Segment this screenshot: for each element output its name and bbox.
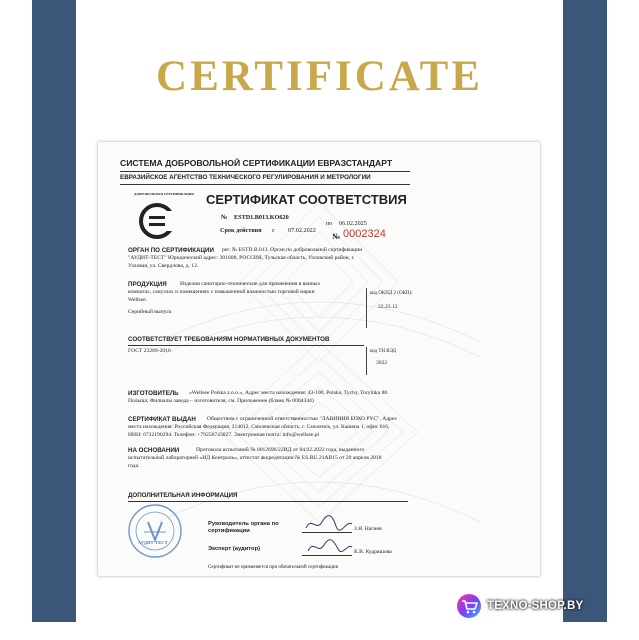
- tnved-label: код ТН ВЭД: [370, 349, 396, 354]
- signature-line: [302, 555, 352, 556]
- okpd-value: 22.23.12: [378, 304, 398, 310]
- expert-signature-icon: [304, 537, 354, 557]
- expert-name: К.В. Кудряшова: [354, 549, 392, 555]
- head-sign-label: Руководитель органа по сертификации: [208, 521, 279, 534]
- right-frame-bar: [563, 0, 607, 622]
- basis-line-1: Протокола испытаний № 0012696/22ИД от 04.02.2022 года, выданного: [196, 447, 365, 453]
- number-label: №: [221, 214, 228, 221]
- product-label: ПРОДУКЦИЯ: [128, 281, 167, 288]
- issued-line-1: Обществом с ограниченной ответственностью "ЛАВИНИЯ БОХО РУС", Адрес: [207, 416, 398, 422]
- cart-icon: [456, 593, 482, 619]
- maker-line-2: Польша; Филиалы завода – изготовителя, см. Приложение (бланк № 0004344): [128, 398, 314, 404]
- product-line-1: Изделия санитарно-технические для применения в ванных: [180, 281, 321, 287]
- product-line-2: комнатах, санузлах и помещениях с повышенной влажностью торговой марки: [128, 289, 315, 295]
- issued-line-3: ИНН: 6732190294. Телефон: +79256743827. Электронная почта: info@wellsee.pl: [128, 432, 320, 438]
- extra-info-label: ДОПОЛНИТЕЛЬНАЯ ИНФОРМАЦИЯ: [128, 492, 238, 499]
- body-label: ОРГАН ПО СЕРТИФИКАЦИИ: [128, 247, 214, 254]
- divider: [120, 184, 410, 185]
- divider: [120, 171, 410, 172]
- maker-label: ИЗГОТОВИТЕЛЬ: [128, 390, 179, 397]
- serial-release: Серийный выпуск: [128, 309, 172, 315]
- stamp-text: АУДИТ-ТЕСТ: [138, 540, 168, 545]
- body-line-2: "АУДИТ-ТЕСТ" Юридический адрес: 301608, РОССИЯ, Тульская область, Узловский район, г.: [128, 255, 355, 261]
- compliance-label: СООТВЕТСТВУЕТ ТРЕБОВАНИЯМ НОРМАТИВНЫХ ДОКУМЕНТОВ: [128, 336, 330, 343]
- certificate-document: [98, 142, 540, 576]
- date-to: 06.02.2025: [339, 220, 367, 227]
- tnved-box: [366, 347, 367, 375]
- standard: ГОСТ 23289-2016: [128, 348, 171, 354]
- footer-note: Сертификат не применяется при обязательной сертификации: [208, 565, 339, 570]
- body-line-1: рег. № ESTD.B.013. Орган по добровольной сертификации: [222, 247, 363, 253]
- certificate-title: СЕРТИФИКАТ СООТВЕТСТВИЯ: [206, 192, 407, 207]
- basis-line-3: года.: [128, 463, 140, 469]
- issued-label: СЕРТИФИКАТ ВЫДАН: [128, 416, 196, 423]
- system-name: СИСТЕМА ДОБРОВОЛЬНОЙ СЕРТИФИКАЦИИ ЕВРАЗСТАНДАРТ: [120, 158, 393, 168]
- body-line-3: Узловая, ул. Свердлова, д. 12.: [128, 263, 199, 269]
- expert-label: Эксперт (аудитор): [208, 546, 261, 552]
- divider: [128, 345, 364, 346]
- official-stamp-icon: [126, 502, 184, 560]
- left-frame-bar: [32, 0, 76, 622]
- head-signature-icon: [304, 512, 354, 534]
- tnved-value: 3922: [376, 360, 388, 366]
- logo-caption: ДОБРОВОЛЬНАЯ СЕРТИФИКАЦИЯ: [134, 192, 194, 196]
- signature-line: [302, 532, 352, 533]
- serial-number: 0002324: [343, 228, 386, 240]
- shop-watermark: [456, 592, 636, 620]
- basis-line-2: испытательной лабораторией «ИД Контроль», аттестат аккредитации № ES.RU.21AB15 от 20 апреля 2018: [128, 455, 382, 461]
- okpd-label: код ОКПД 2 (ОКП):: [370, 291, 413, 296]
- certificate-number: ESTD1.B013.KO620: [234, 214, 289, 221]
- from-label: с: [272, 227, 275, 234]
- page-headline: CERTIFICATE: [156, 53, 483, 100]
- agency-name: ЕВРАЗИЙСКОЕ АГЕНТСТВО ТЕХНИЧЕСКОГО РЕГУЛИРОВАНИЯ И МЕТРОЛОГИИ: [120, 174, 371, 181]
- head-sign-name: З.Я. Нагиев: [354, 526, 382, 532]
- basis-label: НА ОСНОВАНИИ: [128, 447, 180, 454]
- certificate-content: [114, 154, 524, 570]
- validity-label: Срок действия: [220, 227, 262, 234]
- date-from: 07.02.2022: [288, 227, 316, 234]
- eurasstandard-logo-icon: [134, 197, 180, 243]
- serial-prefix: №: [332, 232, 341, 241]
- issued-line-2: места нахождения: Российская Федерация, 214012, Смоленская область, г. Смоленск, ул. Кашена 1, офис 616,: [128, 424, 390, 430]
- maker-line-1: «Wellsee Polska z.o.o.», Адрес места нахождения: 43-100, Polska, Tychy, Toryinka 80.: [189, 390, 389, 396]
- to-label: по: [326, 220, 333, 227]
- product-line-3: Wellsee.: [128, 297, 147, 303]
- shop-name: TEXNO-SHOP.BY: [487, 600, 584, 612]
- okpd-box: [366, 288, 367, 328]
